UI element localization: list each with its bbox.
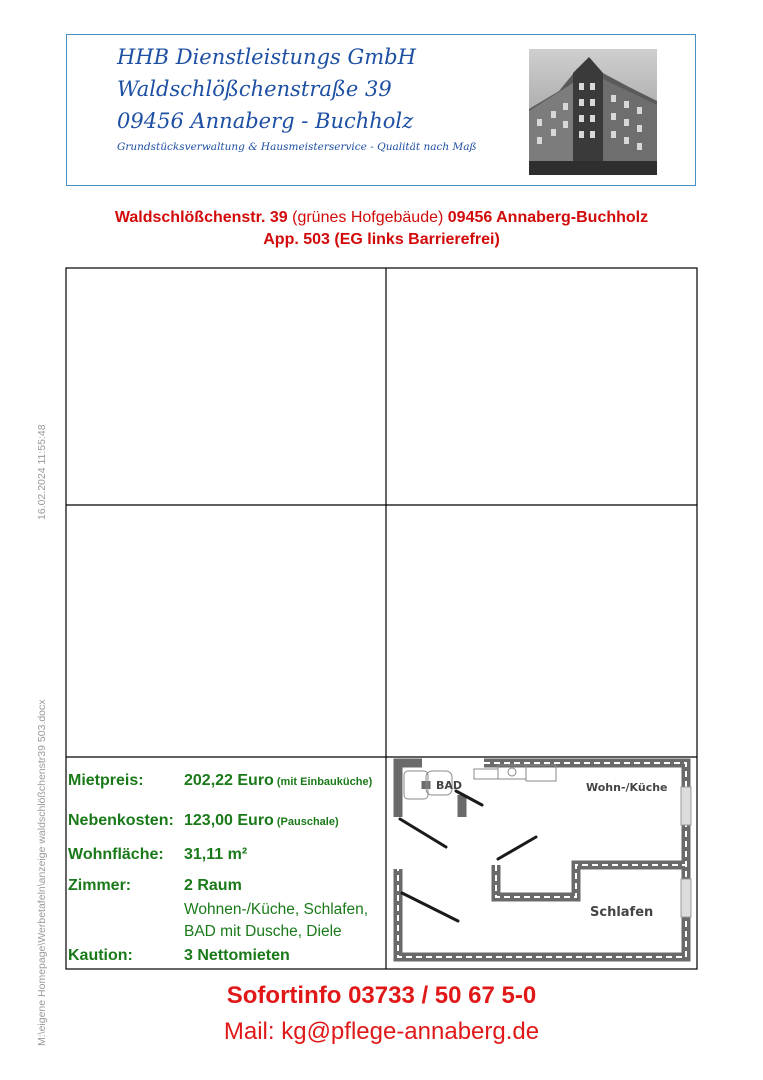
address-street: Waldschlößchenstr. 39 [114, 209, 288, 226]
kitchen-label: Wohn-/Küche [586, 781, 668, 794]
rent-amount: 202,22 Euro [184, 772, 274, 789]
window-icon-2 [681, 879, 691, 917]
rooms-value: 2 Raum [184, 877, 242, 894]
rental-details [66, 768, 386, 968]
rooms-label: Zimmer: [68, 877, 132, 894]
area-value: 31,11 m² [184, 846, 248, 863]
rooms-desc-text-1: Wohnen-/Küche, Schlafen, [184, 901, 369, 918]
company-street: Waldschlößchenstraße 39 [117, 77, 392, 101]
extra-costs-value [184, 812, 339, 830]
contact-mail[interactable]: Mail: kg@pflege-annaberg.de [223, 1018, 540, 1045]
area-label: Wohnfläche: [68, 846, 164, 863]
apartment-number: App. 503 (EG links Barrierefrei) [263, 231, 500, 248]
door-swing-1 [400, 819, 446, 847]
rent-label: Mietpreis: [68, 772, 144, 789]
bath-label: BAD [436, 779, 463, 792]
inner-wall [496, 865, 686, 897]
company-name: HHB Dienstleistungs GmbH [117, 45, 416, 69]
extra-costs-note: (Pauschale) [273, 816, 339, 828]
contact-phone: Sofortinfo 03733 / 50 67 5-0 [226, 982, 537, 1009]
deposit-value: 3 Nettomieten [184, 947, 290, 964]
rooms-desc-text-2: BAD mit Dusche, Diele [184, 923, 342, 940]
company-city: 09456 Annaberg - Buchholz [117, 109, 414, 133]
floor-plan [386, 757, 697, 969]
door-swing-3 [498, 837, 536, 859]
floor-plan-drawing [386, 757, 697, 969]
bedroom-label: Schlafen [590, 905, 654, 920]
extra-costs-label: Nebenkosten: [68, 812, 174, 829]
extra-costs-amount: 123,00 Euro [184, 812, 274, 829]
window-icon-1 [681, 787, 691, 825]
deposit-label: Kaution: [68, 947, 133, 964]
address-note: (grünes Hofgebäude) [287, 209, 448, 226]
print-timestamp: 16.02.2024 11:55:48 [36, 424, 48, 520]
file-path: M:\eigene Homepage\Werbetafeln\anzeige waldschlößchenstr39 503.docx [36, 699, 48, 1046]
door-swing-4 [402, 893, 458, 921]
rent-value [184, 772, 372, 790]
rent-note: (mit Einbauküche) [273, 776, 373, 788]
address-city: 09456 Annaberg-Buchholz [447, 209, 649, 226]
counter-icon [474, 769, 498, 779]
company-tagline: Grundstücksverwaltung & Hausmeisterservice - Qualität nach Maß [117, 141, 477, 153]
